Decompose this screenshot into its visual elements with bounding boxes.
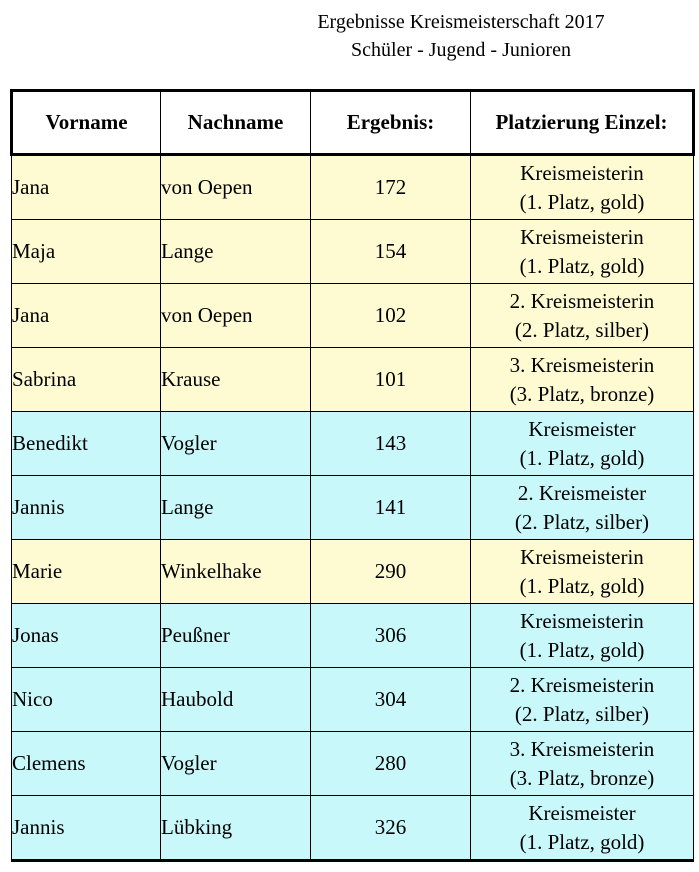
cell-vorname: Jonas [12,604,161,668]
table-body [12,155,694,861]
header-row [12,91,694,155]
cell-platzierung [471,284,694,348]
cell-vorname: Jannis [12,796,161,861]
cell-platzierung [471,796,694,861]
document-header [0,8,699,64]
cell-ergebnis: 101 [311,348,471,412]
table-row [12,732,694,796]
table-row [12,155,694,220]
platzierung-title: Kreismeisterin [520,224,644,249]
platzierung-detail: (3. Platz, bronze) [509,765,655,790]
cell-ergebnis: 154 [311,220,471,284]
table-row [12,348,694,412]
platzierung-title: 2. Kreismeister [517,480,647,505]
cell-platzierung [471,540,694,604]
platzierung-title: Kreismeister [528,416,636,441]
platzierung-title: 3. Kreismeisterin [509,736,655,761]
platzierung-detail: (1. Platz, gold) [519,253,645,278]
cell-ergebnis: 143 [311,412,471,476]
platzierung-detail: (1. Platz, gold) [519,829,645,854]
platzierung-title: Kreismeisterin [520,160,644,185]
cell-nachname: von Oepen [161,155,311,220]
cell-nachname: Lübking [161,796,311,861]
table-header [12,91,694,155]
cell-platzierung [471,668,694,732]
cell-vorname: Sabrina [12,348,161,412]
table-row [12,284,694,348]
cell-nachname: Lange [161,220,311,284]
platzierung-detail: (2. Platz, silber) [514,701,650,726]
table-row [12,796,694,861]
cell-nachname: Winkelhake [161,540,311,604]
cell-ergebnis: 306 [311,604,471,668]
platzierung-detail: (1. Platz, gold) [519,189,645,214]
cell-ergebnis: 326 [311,796,471,861]
cell-platzierung [471,732,694,796]
cell-platzierung [471,155,694,220]
cell-ergebnis: 141 [311,476,471,540]
header-platzierung: Platzierung Einzel: [471,91,694,155]
cell-platzierung [471,412,694,476]
cell-vorname: Jannis [12,476,161,540]
title-line-2: Schüler - Jugend - Junioren [351,39,571,61]
platzierung-title: 2. Kreismeisterin [509,288,655,313]
cell-nachname: von Oepen [161,284,311,348]
platzierung-title: 3. Kreismeisterin [509,352,655,377]
cell-platzierung [471,604,694,668]
cell-vorname: Benedikt [12,412,161,476]
header-vorname: Vorname [12,91,161,155]
platzierung-title: 2. Kreismeisterin [509,672,655,697]
cell-platzierung [471,348,694,412]
cell-vorname: Maja [12,220,161,284]
platzierung-detail: (3. Platz, bronze) [509,381,655,406]
cell-nachname: Lange [161,476,311,540]
results-table [10,89,695,862]
cell-ergebnis: 304 [311,668,471,732]
header-nachname: Nachname [161,91,311,155]
cell-ergebnis: 172 [311,155,471,220]
platzierung-detail: (1. Platz, gold) [519,637,645,662]
table-row [12,220,694,284]
header-ergebnis: Ergebnis: [311,91,471,155]
cell-nachname: Krause [161,348,311,412]
table-row [12,668,694,732]
platzierung-title: Kreismeisterin [520,544,644,569]
table-row [12,476,694,540]
cell-vorname: Jana [12,155,161,220]
cell-vorname: Nico [12,668,161,732]
cell-vorname: Clemens [12,732,161,796]
title-line-1: Ergebnisse Kreismeisterschaft 2017 [317,11,605,33]
cell-nachname: Vogler [161,412,311,476]
cell-nachname: Peußner [161,604,311,668]
table-row [12,540,694,604]
platzierung-detail: (1. Platz, gold) [519,445,645,470]
cell-platzierung [471,476,694,540]
cell-nachname: Vogler [161,732,311,796]
cell-ergebnis: 102 [311,284,471,348]
platzierung-title: Kreismeisterin [520,608,644,633]
cell-platzierung [471,220,694,284]
cell-ergebnis: 280 [311,732,471,796]
table-row [12,412,694,476]
platzierung-detail: (1. Platz, gold) [519,573,645,598]
table-row [12,604,694,668]
platzierung-detail: (2. Platz, silber) [514,509,650,534]
cell-ergebnis: 290 [311,540,471,604]
platzierung-detail: (2. Platz, silber) [514,317,650,342]
platzierung-title: Kreismeister [528,800,636,825]
cell-vorname: Jana [12,284,161,348]
cell-nachname: Haubold [161,668,311,732]
cell-vorname: Marie [12,540,161,604]
